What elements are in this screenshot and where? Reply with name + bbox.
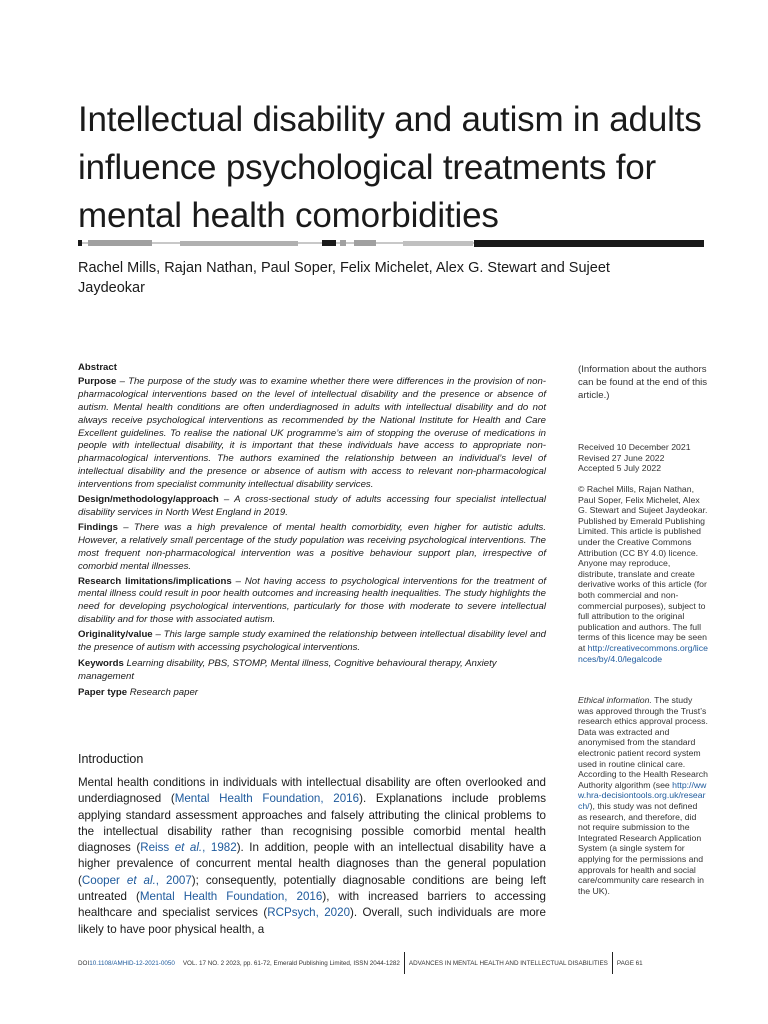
limitations-label: Research limitations/implications bbox=[78, 575, 232, 587]
citation-link[interactable]: RCPsych, 2020 bbox=[267, 906, 351, 920]
abstract-heading: Abstract bbox=[78, 362, 117, 373]
purpose-text: – The purpose of the study was to examine whether there were differences in the provision of non-pharmacological interventions based on the level of intellectual disability and the presence or absence of autism. Mental health conditions are often underdiagnosed in adults with intellectual disability and do not always receive psychological interventions as recommended by the National Institute for Health and Care Excellent guidelines. To realise the national UK programme’s aim of stopping the overuse of medications in people with intellectual disability, it is important that these individuals have access to appropriate non-pharmacological interventions. The authors examined the relationship between an individual’s level of intellectual disability and the presence or absence of autism with access to relevant non-pharmacological interventions from specialist community intellectual disability services. bbox=[78, 375, 546, 491]
keywords-text: Learning disability, PBS, STOMP, Mental illness, Cognitive behavioural therapy, Anxiety management bbox=[78, 657, 497, 682]
doi-label: DOI bbox=[78, 959, 90, 967]
license-link[interactable]: http://creativecommons.org/licences/by/4.0/legalcode bbox=[578, 642, 708, 664]
limitations-text: – Not having access to psychological interventions for the treatment of mental illness could result in poor health outcomes and increasing health inequalities. The study highlights the need for developing psychological interventions, particularly for those with moderate to severe intellectual disability and for those with associated autism. bbox=[78, 575, 547, 626]
abstract-paper-type bbox=[78, 687, 546, 700]
article-title: Intellectual disability and autism in adults influence psychological treatments for mental health comorbidities bbox=[78, 100, 702, 235]
hra-link[interactable]: http://www.hra-decisiontools.org.uk/research/ bbox=[578, 779, 707, 811]
abstract-section bbox=[78, 362, 546, 702]
ethical-label: Ethical information. bbox=[578, 695, 652, 705]
paper-type-label: Paper type bbox=[78, 686, 128, 698]
doi-link[interactable]: 10.1108/AMHID-12-2021-0050 bbox=[89, 959, 175, 967]
license-notice bbox=[578, 484, 708, 664]
keywords-label: Keywords bbox=[78, 657, 124, 669]
intro-text: ). Explanations include problems applying standard assessment approaches and falsely attributing the clinical problems to the intellectual disability rather than recognising possible comorbid mental health diagnoses ( bbox=[78, 792, 546, 855]
article-dates bbox=[578, 442, 708, 474]
design-label: Design/methodology/approach bbox=[78, 494, 219, 506]
footer-divider bbox=[612, 952, 613, 974]
introduction-body bbox=[78, 775, 546, 938]
page-number: PAGE 61 bbox=[616, 959, 643, 967]
intro-text: ). In addition, people with an intellectual disability have a higher prevalence of concurrent mental health diagnoses than the general population ( bbox=[78, 841, 546, 887]
intro-text: Mental health conditions in individuals with intellectual disability are often overlooked and underdiagnosed ( bbox=[78, 776, 546, 806]
abstract-originality bbox=[78, 629, 546, 655]
abstract-keywords bbox=[78, 658, 546, 684]
paper-type-text: Research paper bbox=[127, 686, 198, 698]
author-info-note: (Information about the authors can be found at the end of this article.) bbox=[578, 364, 708, 401]
citation-link[interactable]: Cooper et al., 2007 bbox=[81, 873, 192, 887]
accepted-date: Accepted 5 July 2022 bbox=[578, 463, 662, 474]
journal-name: ADVANCES IN MENTAL HEALTH AND INTELLECTUAL DISABILITIES bbox=[408, 959, 608, 967]
footer-divider bbox=[404, 952, 405, 974]
license-text: © Rachel Mills, Rajan Nathan, Paul Soper, Felix Michelet, Alex G. Stewart and Sujeet Jaydeokar. Published by Emerald Publishing Limited. This article is published under the Creative Commons Attribution (CC BY 4.0) licence. Anyone may reproduce, distribute, translate and create derivative works of this article (for both commercial and non-commercial purposes), subject to full attribution to the original publication and authors. The full terms of this licence may be seen at bbox=[578, 484, 708, 653]
findings-label: Findings bbox=[78, 521, 118, 533]
ethical-text-end: ), this study was not defined as research, and therefore, did not require submission to the Integrated Research Application System (a single system for applying for the permissions and approvals for health and social care/community care research in the UK). bbox=[578, 800, 705, 896]
intro-text: ), with increased barriers to accessing healthcare and specialist services ( bbox=[78, 890, 546, 920]
originality-label: Originality/value bbox=[78, 629, 153, 641]
citation-link[interactable]: Mental Health Foundation, 2016 bbox=[174, 792, 360, 806]
decorative-title-rule bbox=[78, 238, 704, 248]
ethical-text: The study was approved through the Trust’s research ethics approval process. Data was extracted and anonymised from the standard electronic patient record system used in routine clinical care. According to the Health Research Authority algorithm (see bbox=[578, 695, 708, 790]
revised-date: Revised 27 June 2022 bbox=[578, 452, 665, 463]
abstract-design bbox=[78, 494, 546, 520]
author-list: Rachel Mills, Rajan Nathan, Paul Soper, Felix Michelet, Alex G. Stewart and Sujeet Jaydeokar bbox=[78, 260, 610, 296]
volume-info: VOL. 17 NO. 2 2023, pp. 61-72, Emerald Publishing Limited, ISSN 2044-1282 bbox=[182, 959, 400, 967]
design-text: – A cross-sectional study of adults accessing four specialist intellectual disability services in North West England in 2019. bbox=[78, 494, 546, 518]
intro-text: ). Overall, such individuals are more likely to have poor physical health, a bbox=[78, 906, 546, 936]
ethical-information bbox=[578, 695, 708, 896]
abstract-findings bbox=[78, 522, 546, 574]
introduction-heading: Introduction bbox=[78, 752, 144, 766]
intro-text: ); consequently, potentially diagnosable conditions are being left untreated ( bbox=[78, 873, 546, 904]
received-date: Received 10 December 2021 bbox=[578, 442, 691, 452]
abstract-limitations bbox=[78, 576, 546, 628]
page-footer bbox=[78, 952, 708, 974]
citation-link[interactable]: Reiss et al., 1982 bbox=[140, 841, 237, 855]
citation-link[interactable]: Mental Health Foundation, 2016 bbox=[139, 890, 323, 904]
abstract-purpose bbox=[78, 376, 546, 492]
originality-text: – This large sample study examined the relationship between intellectual disability level and the presence of autism with accessing psychological interventions. bbox=[78, 629, 546, 654]
findings-text: – There was a high prevalence of mental health comorbidity, even higher for autistic adults. However, a relatively small percentage of the study population was receiving psychological interventions. The most frequent non-pharmacological intervention was a positive behaviour support plan, irrespective of comorbid mental illnesses. bbox=[78, 521, 546, 572]
purpose-label: Purpose bbox=[78, 375, 117, 387]
